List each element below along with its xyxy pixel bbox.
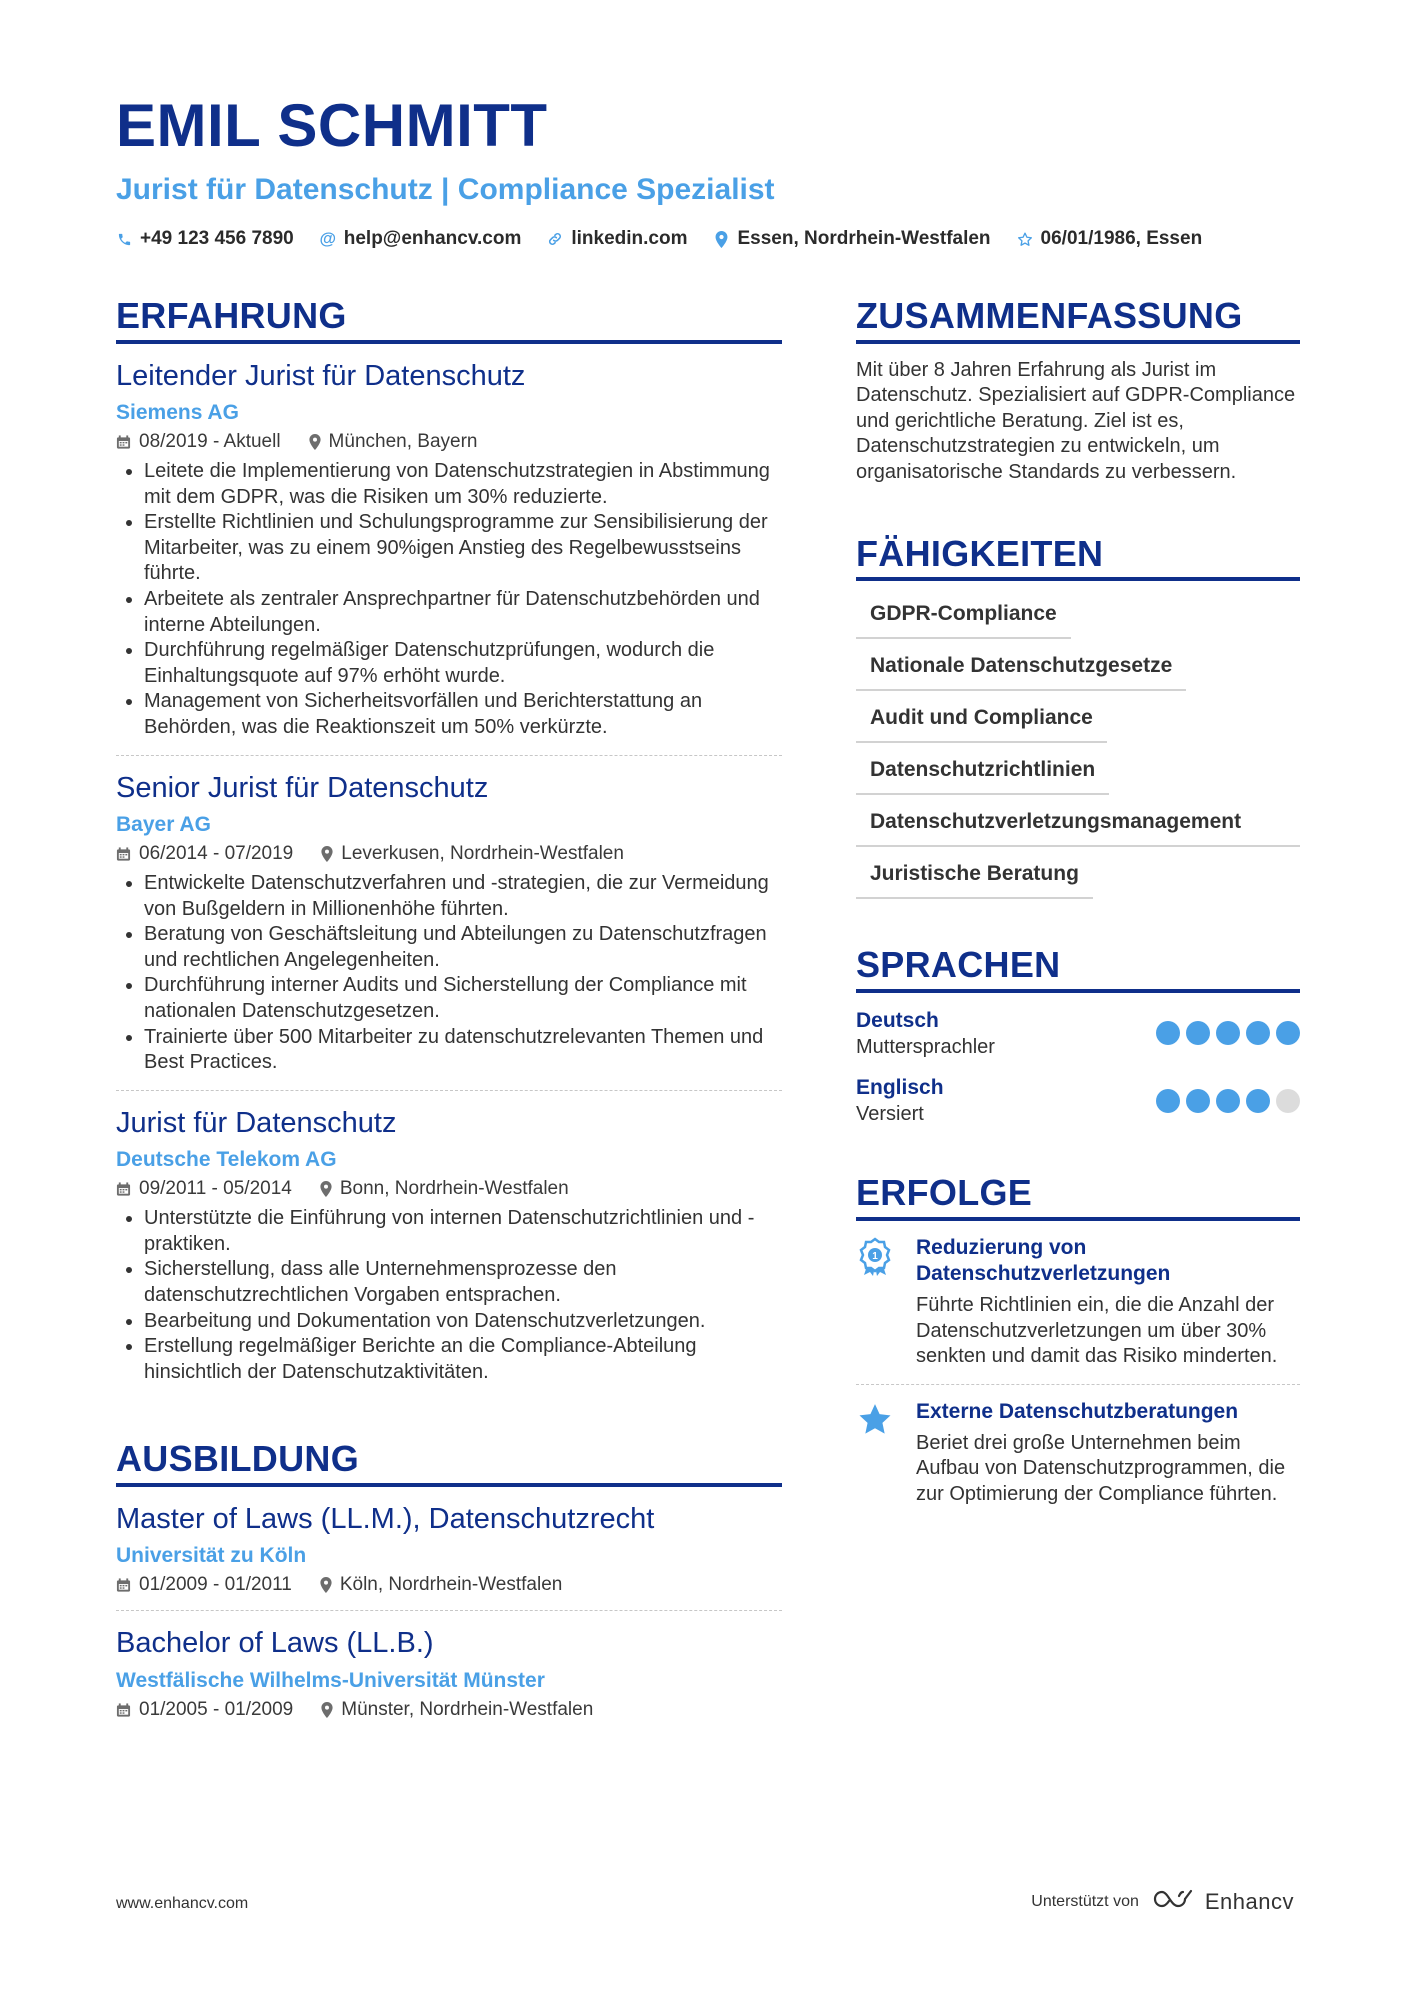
education-location-text: Münster, Nordrhein-Westfalen — [341, 1698, 594, 1720]
language-info — [856, 1074, 944, 1127]
footer-url[interactable]: www.enhancv.com — [116, 1895, 249, 1912]
location-pin-icon — [321, 846, 333, 862]
job-location-text: Bonn, Nordrhein-Westfalen — [339, 1178, 569, 1200]
education-location-text: Köln, Nordrhein-Westfalen — [339, 1574, 563, 1596]
skills-heading: FÄHIGKEITEN — [856, 534, 1300, 582]
language-entry — [856, 1074, 1300, 1127]
job-dates — [116, 1178, 292, 1200]
company-name: Siemens AG — [116, 400, 239, 424]
bullet-item: • Leitete die Implementierung von Datenschutzstrategien in Abstimmung mit dem GDPR, was die Risiken um 30% reduzierte. — [144, 459, 782, 510]
contact-email[interactable] — [320, 228, 522, 250]
location-pin-icon — [321, 1702, 333, 1718]
skill-tag: GDPR-Compliance — [856, 595, 1071, 639]
achievement-description: Beriet drei große Unternehmen beim Aufbau von Datenschutzprogrammen, die zur Optimierung der Compliance führten. — [916, 1431, 1286, 1505]
job-location — [309, 431, 478, 453]
job-location-text: München, Bayern — [328, 431, 478, 453]
job-dates — [116, 843, 293, 865]
contact-linkedin[interactable] — [547, 228, 687, 250]
infinity-logo-icon — [1151, 1887, 1197, 1917]
phone-icon — [116, 232, 132, 247]
job-dates-text: 06/2014 - 07/2019 — [139, 843, 294, 864]
star-outline-icon — [1017, 231, 1033, 248]
footer-powered-by — [1031, 1887, 1294, 1917]
rating-dot-filled — [1216, 1089, 1240, 1113]
bullet-item: • Bearbeitung und Dokumentation von Datenschutzverletzungen. — [144, 1309, 782, 1335]
job-meta — [116, 1178, 782, 1200]
job-title: Leitender Jurist für Datenschutz — [116, 359, 526, 392]
location-pin-icon — [320, 1577, 332, 1593]
bullet-item: • Arbeitete als zentraler Ansprechpartner für Datenschutzbehörden und interne Abteilungen. — [144, 587, 782, 638]
location-pin-icon — [714, 231, 730, 248]
education-dates-text: 01/2009 - 01/2011 — [139, 1574, 292, 1596]
language-entry — [856, 1007, 1300, 1060]
link-icon — [547, 231, 563, 247]
job-bullets — [116, 459, 782, 741]
job-bullets — [116, 871, 782, 1076]
contact-location — [714, 228, 991, 250]
achievement-content — [916, 1235, 1300, 1370]
skill-tag: Nationale Datenschutzgesetze — [856, 647, 1186, 691]
language-rating — [1156, 1021, 1300, 1045]
company-name: Bayer AG — [116, 812, 211, 836]
achievements-section — [856, 1173, 1300, 1521]
language-name: Deutsch — [856, 1008, 939, 1032]
rating-dot-filled — [1186, 1089, 1210, 1113]
bullet-item: • Beratung von Geschäftsleitung und Abteilungen zu Datenschutzfragen und rechtlichen Angelegenheiten. — [144, 922, 782, 973]
education-heading: AUSBILDUNG — [116, 1439, 782, 1487]
achievement-description: Führte Richtlinien ein, die die Anzahl der Datenschutzverletzungen um über 30% senkten und damit das Risiko minderten. — [916, 1293, 1278, 1368]
bullet-item: • Erstellte Richtlinien und Schulungsprogramme zur Sensibilisierung der Mitarbeiter, was zu einem 90%igen Anstieg des Regelbewusstseins führte. — [144, 510, 782, 587]
education-dates — [116, 1574, 292, 1596]
bullet-item: • Trainierte über 500 Mitarbeiter zu datenschutzrelevanten Themen und Best Practices. — [144, 1025, 782, 1076]
skill-tag: Audit und Compliance — [856, 699, 1107, 743]
at-icon: @ — [319, 229, 337, 248]
bullet-item: • Sicherstellung, dass alle Unternehmensprozesse den datenschutzrechtlichen Vorgaben entsprachen. — [144, 1257, 782, 1308]
degree-title: Master of Laws (LL.M.), Datenschutzrecht — [116, 1502, 655, 1535]
left-column — [116, 296, 782, 1735]
school-name: Universität zu Köln — [116, 1544, 307, 1568]
experience-entry — [116, 756, 782, 1091]
bullet-item: • Erstellung regelmäßiger Berichte an die Compliance-Abteilung hinsichtlich der Datenschutzaktivitäten. — [144, 1334, 782, 1385]
education-dates — [116, 1699, 293, 1721]
rating-dot-filled — [1276, 1021, 1300, 1045]
bullet-item: • Unterstützte die Einführung von internen Datenschutzrichtlinien und -praktiken. — [144, 1206, 782, 1257]
language-level: Versiert — [856, 1103, 924, 1126]
star-icon — [856, 1399, 898, 1508]
languages-heading: SPRACHEN — [856, 945, 1300, 993]
bullet-item: • Durchführung interner Audits und Sicherstellung der Compliance mit nationalen Datenschutzgesetzen. — [144, 973, 782, 1024]
email-text: help@enhancv.com — [343, 228, 522, 249]
powered-by-label: Unterstützt von — [1031, 1893, 1139, 1910]
education-location — [320, 1574, 562, 1596]
job-meta — [116, 843, 782, 865]
brand-logo[interactable] — [1151, 1887, 1294, 1917]
degree-title: Bachelor of Laws (LL.B.) — [116, 1627, 434, 1660]
company-name: Deutsche Telekom AG — [116, 1148, 337, 1171]
rating-dot-filled — [1246, 1089, 1270, 1113]
experience-entry — [116, 1091, 782, 1400]
school-name: Westfälische Wilhelms-Universität Münster — [116, 1668, 545, 1692]
job-title: Jurist für Datenschutz — [116, 1106, 397, 1139]
bullet-item: • Durchführung regelmäßiger Datenschutzprüfungen, wodurch die Einhaltungsquote auf 97% erhöht wurde. — [144, 638, 782, 689]
rating-dot-filled — [1156, 1021, 1180, 1045]
skills-list — [856, 595, 1300, 899]
calendar-icon — [116, 1577, 131, 1593]
experience-entry — [116, 344, 782, 756]
achievement-title: Reduzierung von Datenschutzverletzungen — [916, 1235, 1171, 1285]
rating-dot-filled — [1186, 1021, 1210, 1045]
education-meta — [116, 1574, 782, 1596]
brand-name: Enhancv — [1204, 1889, 1294, 1914]
bullet-item: • Management von Sicherheitsvorfällen und Berichterstattung an Behörden, was die Reaktionszeit um 50% verkürzte. — [144, 689, 782, 740]
achievement-title: Externe Datenschutzberatungen — [916, 1399, 1239, 1423]
job-location — [321, 843, 624, 865]
job-dates — [116, 431, 281, 453]
achievements-heading: ERFOLGE — [856, 1173, 1300, 1221]
candidate-name: EMIL SCHMITT — [116, 92, 548, 159]
job-bullets — [116, 1206, 782, 1385]
svg-text:1: 1 — [872, 1250, 878, 1262]
language-level: Muttersprachler — [856, 1036, 995, 1059]
contact-phone[interactable] — [116, 228, 294, 250]
birth-text: 06/01/1986, Essen — [1040, 228, 1203, 249]
skills-section — [856, 534, 1300, 900]
rating-dot-filled — [1246, 1021, 1270, 1045]
achievement-content — [916, 1399, 1300, 1508]
location-pin-icon — [309, 434, 321, 450]
job-dates-text: 09/2011 - 05/2014 — [139, 1178, 292, 1200]
right-column — [856, 296, 1300, 1522]
location-text: Essen, Nordrhein-Westfalen — [737, 228, 991, 249]
education-dates-text: 01/2005 - 01/2009 — [139, 1698, 294, 1720]
rating-dot-filled — [1156, 1089, 1180, 1113]
skill-tag: Datenschutzrichtlinien — [856, 751, 1109, 795]
job-dates-text: 08/2019 - Aktuell — [139, 431, 281, 453]
languages-section — [856, 945, 1300, 1127]
calendar-icon — [116, 1702, 131, 1718]
achievement-entry — [856, 1221, 1300, 1385]
skill-tag: Juristische Beratung — [856, 855, 1093, 899]
calendar-icon — [116, 1181, 131, 1197]
achievement-entry — [856, 1385, 1300, 1522]
summary-heading: ZUSAMMENFASSUNG — [856, 296, 1300, 344]
education-location — [321, 1699, 593, 1721]
job-title: Senior Jurist für Datenschutz — [116, 771, 489, 804]
language-info — [856, 1007, 995, 1060]
candidate-headline: Jurist für Datenschutz | Compliance Spezialist — [116, 173, 775, 206]
education-section — [116, 1439, 782, 1734]
education-entry — [116, 1487, 782, 1611]
job-location-text: Leverkusen, Nordrhein-Westfalen — [341, 843, 624, 864]
language-name: Englisch — [856, 1076, 944, 1100]
phone-text: +49 123 456 7890 — [140, 228, 294, 249]
education-meta — [116, 1699, 782, 1721]
contact-bar — [116, 228, 1202, 250]
summary-text: Mit über 8 Jahren Erfahrung als Jurist im Datenschutz. Spezialisiert auf GDPR-Compliance und gerichtliche Beratung. Ziel ist es, Datenschutzstrategien zu entwickeln, um organisatorische Standards zu verbessern. — [856, 358, 1296, 483]
award-ribbon-icon — [856, 1235, 898, 1370]
job-location — [320, 1178, 569, 1200]
location-pin-icon — [320, 1181, 332, 1197]
calendar-icon — [116, 434, 131, 450]
contact-birth — [1017, 228, 1203, 250]
bullet-item: • Entwickelte Datenschutzverfahren und -strategien, die zur Vermeidung von Bußgeldern in Millionenhöhe führten. — [144, 871, 782, 922]
calendar-icon — [116, 846, 131, 862]
education-entry — [116, 1611, 782, 1734]
experience-heading: ERFAHRUNG — [116, 296, 782, 344]
rating-dot-empty — [1276, 1089, 1300, 1113]
rating-dot-filled — [1216, 1021, 1240, 1045]
skill-tag: Datenschutzverletzungsmanagement — [856, 803, 1300, 847]
job-meta — [116, 431, 782, 453]
language-rating — [1156, 1089, 1300, 1113]
linkedin-text: linkedin.com — [571, 228, 688, 249]
